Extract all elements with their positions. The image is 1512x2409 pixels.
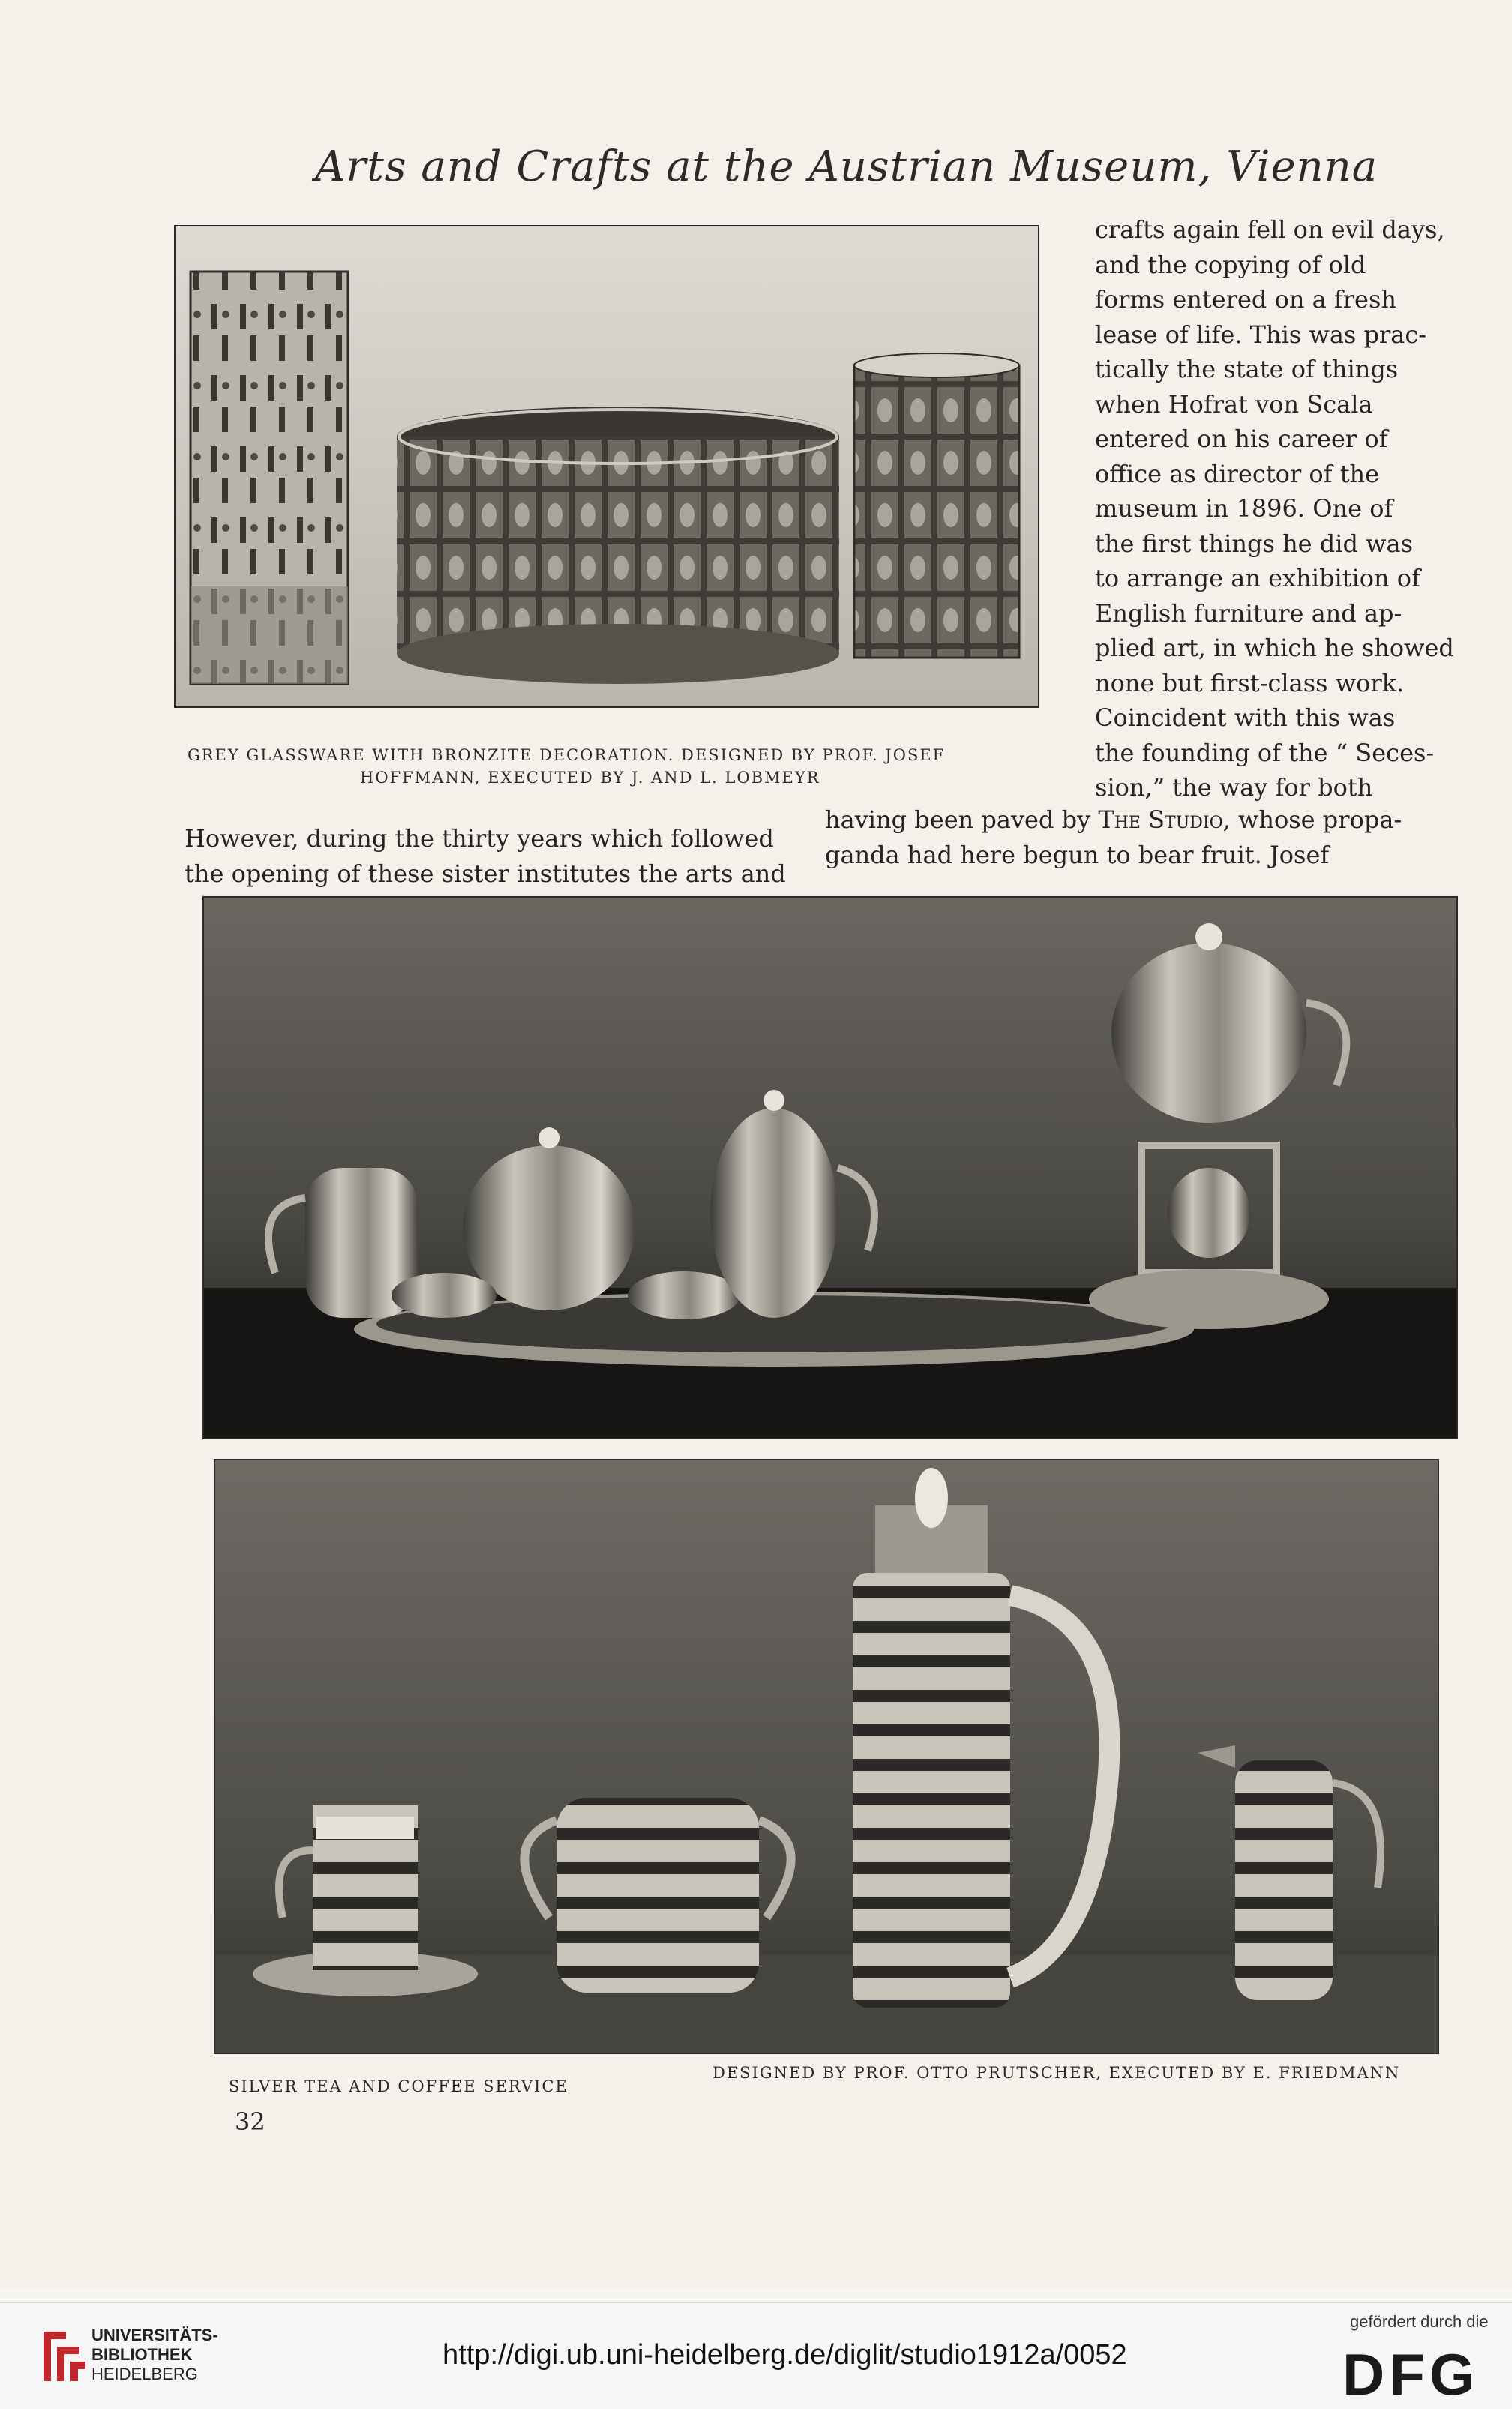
text-line: tically the state of things [1095, 355, 1399, 383]
text-line: the opening of these sister institutes the arts and [184, 859, 786, 888]
glassware-photo [174, 225, 1040, 708]
text-line: English furniture and ap- [1095, 598, 1402, 628]
middle-body-text [825, 802, 1402, 872]
text-line: office as director of the [1095, 459, 1380, 488]
text-line: entered on his career of [1095, 424, 1388, 453]
text-line: However, during the thirty years which followed [184, 824, 774, 853]
coffee-service-photo [214, 1459, 1439, 2054]
running-head: Arts and Crafts at the Austrian Museum, Vienna [315, 142, 1378, 191]
library-name-line3: HEIDELBERG [92, 2365, 198, 2384]
the-studio-smallcaps: The Studio [1098, 806, 1223, 834]
text-line: the first things he did was [1095, 529, 1414, 558]
text-line: plied art, in which he showed [1095, 634, 1454, 662]
service-caption-right: DESIGNED BY PROF. OTTO PRUTSCHER, EXECUTED BY E. FRIEDMANN [712, 2064, 1401, 2082]
tea-service-photo [202, 896, 1458, 1439]
right-text-column [1095, 212, 1454, 806]
digitization-footer [0, 2302, 1512, 2409]
library-name [92, 2326, 218, 2384]
text-line: and the copying of old [1095, 250, 1366, 279]
page-number: 32 [235, 2108, 266, 2136]
text-line [825, 802, 1402, 838]
glassware-caption-line1: GREY GLASSWARE WITH BRONZITE DECORATION. DESIGNED BY PROF. JOSEF [188, 746, 946, 764]
source-url-link[interactable]: http://digi.ub.uni-heidelberg.de/diglit/studio1912a/0052 [442, 2339, 1127, 2371]
funded-by-label: gefördert durch die [1350, 2312, 1489, 2331]
coffee-service-illustration [215, 1460, 1438, 2053]
text-line: none but first-class work. [1095, 668, 1405, 698]
text-line: the founding of the “ Seces- [1095, 738, 1435, 767]
text-line: sion,” the way for both [1095, 773, 1373, 802]
text-line: to arrange an exhibition of [1095, 564, 1420, 592]
service-caption-left: SILVER TEA AND COFFEE SERVICE [229, 2078, 568, 2096]
text-line: Coincident with this was [1095, 704, 1396, 732]
text-line: lease of life. This was prac- [1095, 320, 1427, 349]
text-line: when Hofrat von Scala [1095, 389, 1373, 418]
tea-service-illustration [204, 898, 1456, 1438]
left-body-text [184, 821, 786, 891]
university-library-logo-icon [36, 2324, 88, 2389]
text-line: ganda had here begun to bear fruit. Josef [825, 840, 1330, 869]
glassware-caption-line2: HOFFMANN, EXECUTED BY J. AND L. LOBMEYR [360, 769, 820, 787]
text-line: museum in 1896. One of [1095, 494, 1394, 523]
text-span: , whose propa- [1222, 806, 1402, 834]
text-span: having been paved by [825, 806, 1099, 834]
text-line: crafts again fell on evil days, [1095, 215, 1445, 244]
dfg-logo: DFG [1342, 2342, 1480, 2408]
library-name-line1: UNIVERSITÄTS- [92, 2326, 218, 2344]
text-line: forms entered on a fresh [1095, 285, 1396, 314]
glassware-illustration [176, 226, 1038, 706]
library-name-line2: BIBLIOTHEK [92, 2345, 193, 2364]
